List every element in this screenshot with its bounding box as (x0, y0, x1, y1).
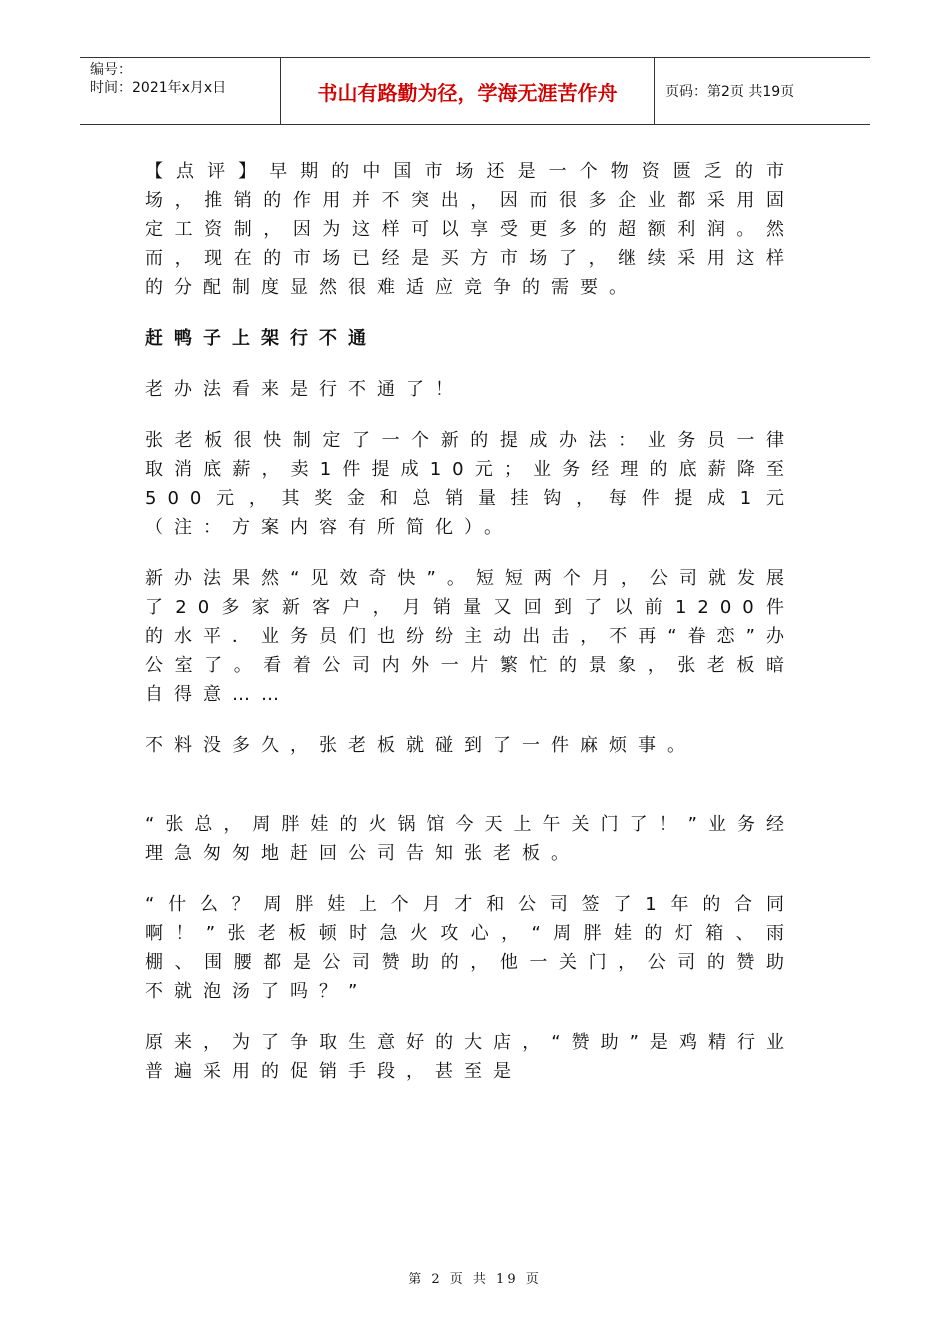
header-divider (654, 58, 655, 124)
document-body (145, 157, 795, 1108)
header-meta (90, 61, 226, 97)
header-page-label: 页码：第2页 共19页 (665, 84, 795, 100)
header-motto: 书山有路勤为径，学海无涯苦作舟 (317, 80, 618, 105)
paragraph-review: 【点评】早期的中国市场还是一个物资匮乏的市场，推销的作用并不突出，因而很多企业都采用固定工资制，因为这样可以享受更多的超额利润。然而，现在的市场已经是买方市场了，继续采用这样的分配制度显然很难适应竞争的需要。 (145, 161, 795, 298)
paragraph: 新办法果然“见效奇快”。短短两个月，公司就发展了20多家新客户，月销量又回到了以前1200件的水平．业务员们也纷纷主动出击，不再“眷恋”办公室了。看着公司内外一片繁忙的景象，张老板暗自得意…… (145, 568, 795, 705)
page-header (80, 57, 870, 125)
paragraph: 张老板很快制定了一个新的提成办法：业务员一律取消底薪，卖1件提成10元；业务经理的底薪降至500元，其奖金和总销量挂钩，每件提成1元（注：方案内容有所简化）。 (145, 430, 795, 538)
paragraph: “什么？周胖娃上个月才和公司签了1年的合同啊！”张老板顿时急火攻心，“周胖娃的灯箱、雨棚、围腰都是公司赞助的，他一关门，公司的赞助不就泡汤了吗？” (145, 894, 795, 1002)
document-time-label: 时间：2021年x月x日 (90, 80, 227, 96)
document-number-label: 编号： (90, 62, 132, 78)
paragraph: 原来，为了争取生意好的大店，“赞助”是鸡精行业普遍采用的促销手段，甚至是 (145, 1032, 795, 1082)
page-footer: 第 2 页 共 19 页 (408, 1272, 542, 1287)
section-heading: 赶鸭子上架行不通 (145, 328, 377, 349)
paragraph: “张总，周胖娃的火锅馆今天上午关门了！”业务经理急匆匆地赶回公司告知张老板。 (145, 814, 795, 864)
paragraph: 不料没多久，张老板就碰到了一件麻烦事。 (145, 735, 696, 756)
paragraph: 老办法看来是行不通了！ (145, 379, 464, 400)
